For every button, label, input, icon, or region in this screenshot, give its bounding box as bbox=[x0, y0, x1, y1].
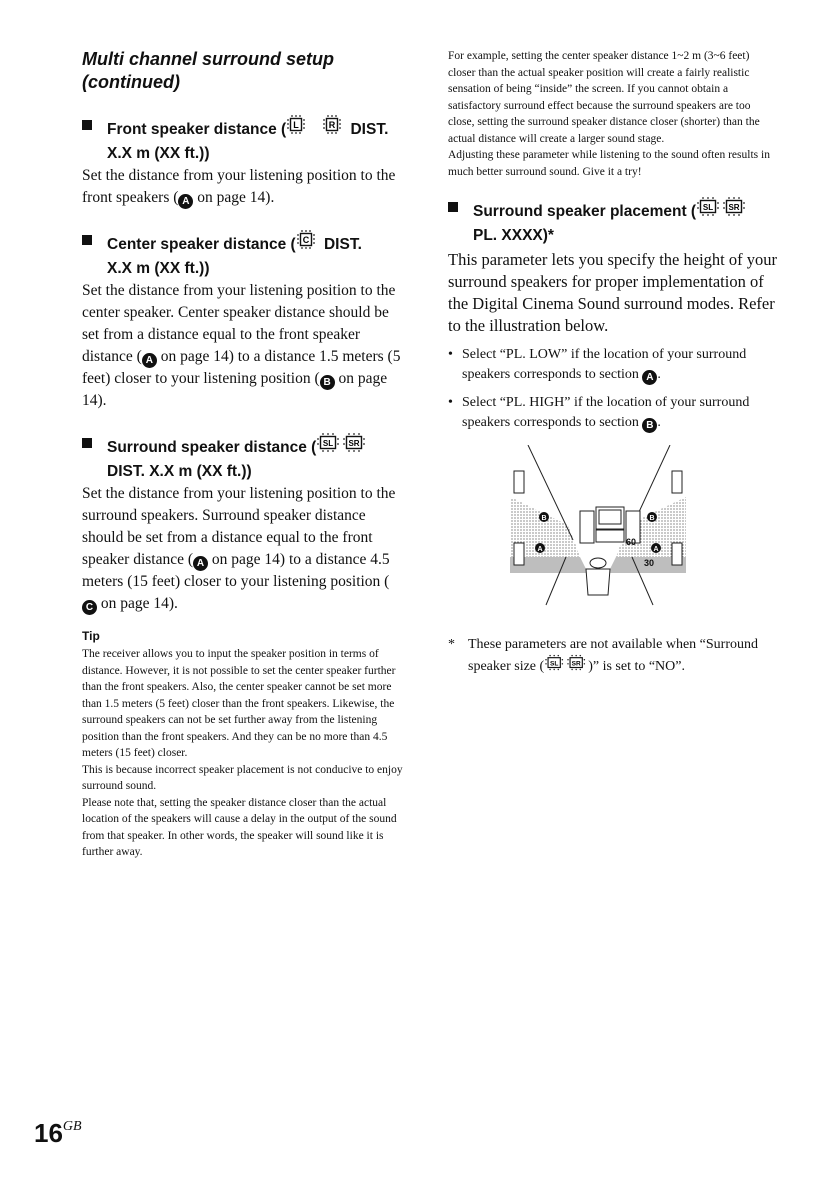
speaker-sl-icon bbox=[696, 196, 722, 225]
svg-text:SR: SR bbox=[571, 660, 581, 668]
svg-text:SL: SL bbox=[550, 660, 559, 668]
angle-60-label: 60 bbox=[626, 537, 637, 547]
front-distance-heading-line2: X.X m (XX ft.)) bbox=[107, 145, 210, 162]
front-distance-body: Set the distance from your listening position to the front speakers ( A on page 14). bbox=[82, 167, 396, 207]
speaker-sr-icon bbox=[342, 432, 368, 461]
svg-text:B: B bbox=[541, 515, 547, 522]
bullet-square-icon bbox=[448, 202, 458, 212]
svg-text:SL: SL bbox=[702, 203, 714, 212]
speaker-sl-icon bbox=[316, 432, 342, 461]
surround-speaker-low-right bbox=[672, 543, 682, 565]
circled-a-icon: A bbox=[193, 556, 208, 571]
left-column bbox=[82, 48, 404, 861]
adjusting-paragraph: Adjusting these parameter while listening to the sound often results in much better surround sound. Give it a try! bbox=[448, 149, 770, 178]
svg-text:C: C bbox=[302, 235, 309, 245]
bullet-pl-high: • Select “PL. HIGH” if the location of your surround speakers corresponds to section B . bbox=[448, 393, 778, 433]
circled-a-icon: A bbox=[142, 353, 157, 368]
tip-paragraph-2: This is because incorrect speaker placement is not conducive to enjoy surround sound. bbox=[82, 763, 403, 792]
page-title: Multi channel surround setup (continued) bbox=[82, 49, 335, 92]
right-column bbox=[448, 48, 778, 678]
front-speaker-left bbox=[580, 511, 594, 543]
circled-c-icon: C bbox=[82, 600, 97, 615]
placement-heading: Surround speaker placement ( SL SR PL. XXXX)* bbox=[448, 196, 778, 247]
surround-distance-body: Set the distance from your listening position to the surround speakers. Surround speaker distance should be set from a distance equal to the front speaker distance ( A on page 14) to a distance 4.5 meters (15 feet) closer to your listening position (C on page 14). bbox=[82, 485, 396, 613]
speaker-sr-icon bbox=[722, 196, 748, 225]
center-distance-body: Set the distance from your listening position to the center speaker. Center speaker distance should be set from a distance equal to the front speaker distance ( A on page 14) to a distance 1.5 meters (5 feet) closer to your listening position ( B on page 14). bbox=[82, 282, 401, 409]
angle-30-label: 30 bbox=[644, 558, 655, 568]
speaker-c-icon bbox=[296, 229, 320, 258]
placement-body: This parameter lets you specify the height of your surround speakers for proper implementation of the Digital Cinema Sound surround modes. Refer to the illustration below. bbox=[448, 250, 777, 335]
bullet-pl-low: • Select “PL. LOW” if the location of your surround speakers corresponds to section A . bbox=[448, 345, 778, 385]
svg-text:A: A bbox=[653, 546, 659, 553]
center-distance-heading: Center speaker distance ( C DIST. X.X m (XX ft.)) bbox=[82, 229, 404, 280]
speaker-sl-icon bbox=[544, 654, 566, 678]
center-speaker bbox=[596, 530, 624, 542]
speaker-r-icon bbox=[322, 114, 346, 143]
circled-b-icon: B bbox=[320, 375, 335, 390]
svg-text:SR: SR bbox=[348, 439, 360, 448]
footnote: * These parameters are not available when “Surround speaker size ( SL SR )” is set to “NO”. bbox=[448, 635, 778, 678]
surround-distance-heading: Surround speaker distance ( SL SR DIST. X.X m (XX ft.)) bbox=[82, 432, 404, 483]
tip-paragraph-3: Please note that, setting the speaker distance closer than the actual location of the speakers will cause a delay in the output of the sound from that speaker. In other words, the speaker will sound like it is further away. bbox=[82, 796, 397, 858]
svg-text:L: L bbox=[293, 120, 299, 130]
surround-distance-heading-line2: DIST. X.X m (XX ft.)) bbox=[107, 463, 252, 480]
speaker-placement-diagram bbox=[508, 445, 778, 625]
circled-a-icon: A bbox=[642, 370, 657, 385]
placement-heading-line2: PL. XXXX)* bbox=[473, 227, 554, 244]
front-distance-heading: Front speaker distance ( L R DIST. X.X m (XX ft.)) bbox=[82, 114, 404, 165]
example-paragraph: For example, setting the center speaker distance 1~2 m (3~6 feet) closer than the actual speaker position will create a fairly realistic sensation of being “inside” the screen. If you cannot obtain a satisfactory surround effect because the surround speakers are too close, setting the surround speaker distance closer (shorter) than the actual distance will create a larger sound stage. bbox=[448, 50, 760, 145]
bullet-square-icon bbox=[82, 438, 92, 448]
svg-text:SL: SL bbox=[323, 439, 334, 448]
speaker-sr-icon bbox=[566, 654, 588, 678]
svg-text:B: B bbox=[649, 515, 655, 522]
svg-text:R: R bbox=[328, 120, 336, 130]
listener-head bbox=[590, 558, 606, 568]
speaker-l-icon bbox=[286, 114, 322, 143]
circled-a-icon: A bbox=[178, 194, 193, 209]
page-number: $16^{GB}$ bbox=[34, 1118, 82, 1148]
tip-label: Tip bbox=[82, 629, 100, 643]
surround-speaker-low-left bbox=[514, 543, 524, 565]
surround-speaker-high-left bbox=[514, 471, 524, 493]
svg-text:A: A bbox=[537, 546, 543, 553]
circled-b-icon: B bbox=[642, 418, 657, 433]
listener-chair bbox=[586, 569, 610, 595]
center-distance-heading-line2: X.X m (XX ft.)) bbox=[107, 260, 210, 277]
surround-speaker-high-right bbox=[672, 471, 682, 493]
tip-paragraph-1: The receiver allows you to input the speaker position in terms of distance. However, it is not possible to set the center speaker further than the front speakers. Also, the center speaker cannot be set more than 1.5 meters (5 feet) closer than the front speakers. Likewise, the surround speakers can not be set further away from the listening position than the front speakers. And they can be no more than 4.5 meters (15 feet) closer. bbox=[82, 648, 396, 759]
bullet-square-icon bbox=[82, 120, 92, 130]
svg-text:SR: SR bbox=[728, 203, 740, 212]
bullet-square-icon bbox=[82, 235, 92, 245]
